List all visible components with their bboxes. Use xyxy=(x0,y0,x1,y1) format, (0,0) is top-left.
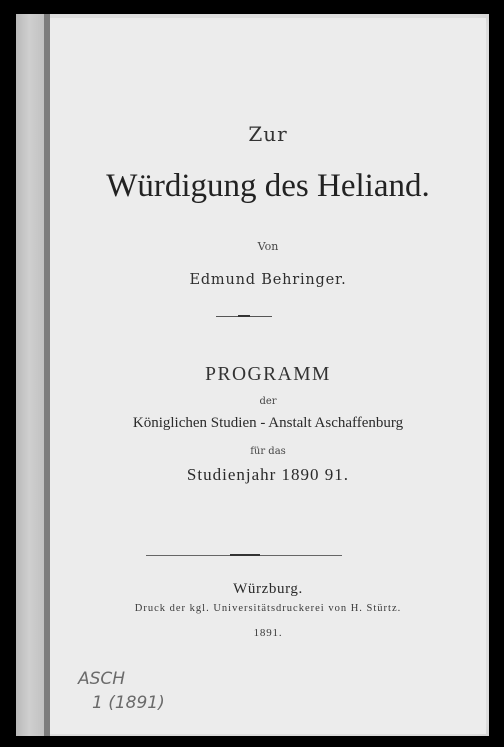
author-name: Edmund Behringer. xyxy=(189,272,347,288)
printer-line: Druck der kgl. Universitätsdruckerei von H. Stürtz. xyxy=(134,603,402,614)
institution-name: Königlichen Studien - Anstalt Aschaffenburg xyxy=(132,415,404,431)
title-prefix: Zur xyxy=(248,122,288,146)
by-label: Von xyxy=(257,240,279,253)
handwritten-shelfmark xyxy=(70,664,230,716)
fuer-das-label: für das xyxy=(250,446,286,457)
ornamental-rule-short xyxy=(216,316,272,317)
academic-year: Studienjahr 1890 91. xyxy=(186,465,350,484)
publication-city: Würzburg. xyxy=(233,581,303,597)
programm-heading: PROGRAMM xyxy=(205,364,331,385)
publication-year: 1891. xyxy=(253,627,283,639)
shelfmark-line-1: ASCH xyxy=(78,669,126,689)
der-label: der xyxy=(259,396,277,407)
ornamental-rule-long xyxy=(146,555,342,556)
main-title: Würdigung des Heliand. xyxy=(106,168,430,204)
shelfmark-line-2: 1 (1891) xyxy=(92,693,165,713)
